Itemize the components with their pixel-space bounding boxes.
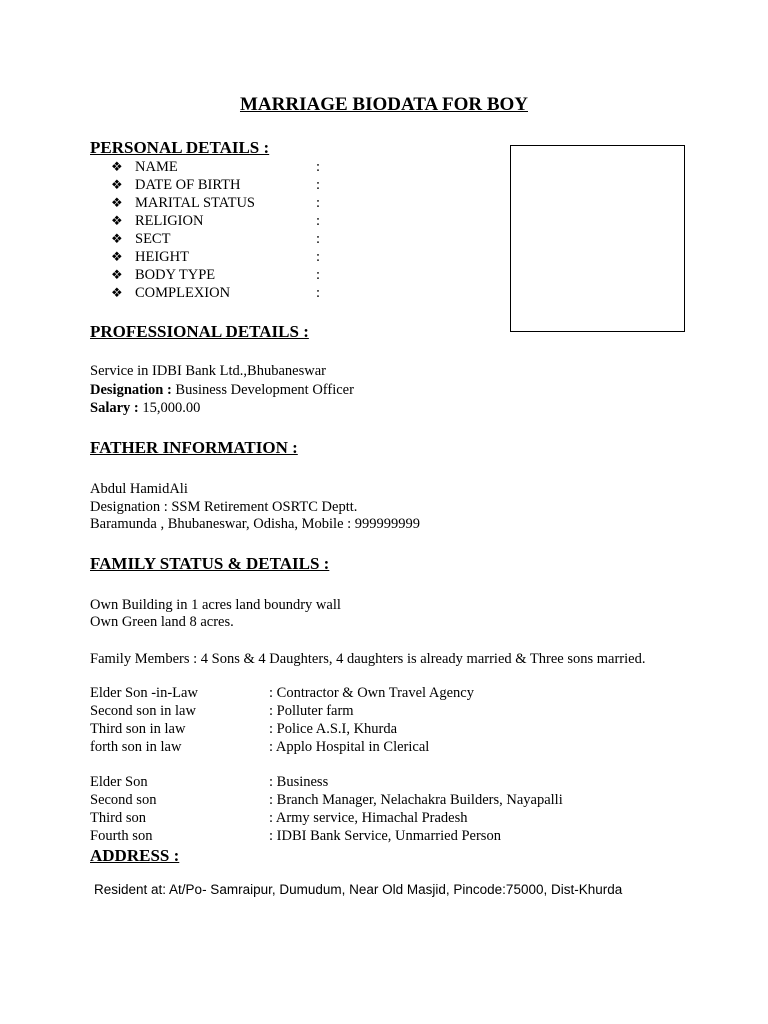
- marital-status-value: :: [316, 195, 321, 211]
- complexion-value: :: [316, 285, 321, 301]
- sect-value: :: [316, 231, 321, 247]
- name-value: :: [316, 159, 321, 175]
- page-title: MARRIAGE BIODATA FOR BOY: [239, 94, 528, 115]
- list-item: [111, 212, 331, 230]
- diamond-bullet-icon: ❖: [111, 285, 123, 300]
- sect-label: SECT: [135, 231, 171, 247]
- son-in-law-value: : Police A.S.I, Khurda: [269, 721, 398, 737]
- father-information-heading: FATHER INFORMATION :: [90, 438, 298, 457]
- list-item: [111, 158, 331, 176]
- name-label: NAME: [135, 159, 178, 175]
- designation-label: Designation :: [90, 382, 172, 398]
- designation-value: Business Development Officer: [171, 382, 354, 398]
- son-in-law-value: : Applo Hospital in Clerical: [269, 739, 430, 755]
- son-value: : Business: [269, 774, 329, 790]
- height-label: HEIGHT: [135, 249, 189, 265]
- list-item: [111, 284, 331, 302]
- family-members: Family Members : 4 Sons & 4 Daughters, 4 daughters is already married & Three sons married.: [90, 651, 646, 667]
- son-in-law-value: : Contractor & Own Travel Agency: [269, 685, 474, 701]
- religion-label: RELIGION: [135, 213, 204, 229]
- son-label: Second son: [90, 792, 157, 808]
- diamond-bullet-icon: ❖: [111, 249, 123, 264]
- father-name: Abdul HamidAli: [90, 481, 188, 497]
- son-in-law-label: Second son in law: [90, 703, 196, 719]
- list-item: [111, 248, 331, 266]
- date-of-birth-label: DATE OF BIRTH: [135, 177, 241, 193]
- son-in-law-label: Elder Son -in-Law: [90, 685, 198, 701]
- date-of-birth-value: :: [316, 177, 321, 193]
- marital-status-label: MARITAL STATUS: [135, 195, 255, 211]
- list-item: [111, 194, 331, 212]
- son-value: : IDBI Bank Service, Unmarried Person: [269, 828, 501, 844]
- body-type-label: BODY TYPE: [135, 267, 216, 283]
- family-land: Own Green land 8 acres.: [90, 614, 234, 630]
- diamond-bullet-icon: ❖: [111, 195, 123, 210]
- son-in-law-label: Third son in law: [90, 721, 186, 737]
- address-heading: ADDRESS :: [90, 846, 180, 865]
- personal-details-list: [111, 158, 331, 302]
- diamond-bullet-icon: ❖: [111, 267, 123, 282]
- service-text: Service in IDBI Bank Ltd.,Bhubaneswar: [90, 363, 326, 379]
- family-status-heading: FAMILY STATUS & DETAILS :: [90, 554, 330, 573]
- body-type-value: :: [316, 267, 321, 283]
- son-in-law-value: : Polluter farm: [269, 703, 354, 719]
- religion-value: :: [316, 213, 321, 229]
- son-label: Elder Son: [90, 774, 148, 790]
- professional-details-heading: PROFESSIONAL DETAILS :: [90, 322, 309, 341]
- list-item: [111, 266, 331, 284]
- photo-placeholder: [510, 145, 685, 332]
- salary-line: [90, 399, 200, 417]
- son-label: Third son: [90, 810, 146, 826]
- height-value: :: [316, 249, 321, 265]
- family-building: Own Building in 1 acres land boundry wall: [90, 597, 341, 613]
- personal-details-heading: PERSONAL DETAILS :: [90, 138, 270, 157]
- son-label: Fourth son: [90, 828, 153, 844]
- son-value: : Army service, Himachal Pradesh: [269, 810, 468, 826]
- complexion-label: COMPLEXION: [135, 285, 231, 301]
- diamond-bullet-icon: ❖: [111, 177, 123, 192]
- diamond-bullet-icon: ❖: [111, 231, 123, 246]
- salary-label: Salary :: [90, 400, 139, 416]
- list-item: [111, 176, 331, 194]
- address-text: Resident at: At/Po- Samraipur, Dumudum, Near Old Masjid, Pincode:75000, Dist-Khurda: [94, 882, 623, 897]
- salary-value: 15,000.00: [138, 400, 201, 416]
- diamond-bullet-icon: ❖: [111, 159, 123, 174]
- father-address: Baramunda , Bhubaneswar, Odisha, Mobile : 999999999: [90, 516, 421, 532]
- designation-line: [90, 381, 354, 399]
- son-in-law-label: forth son in law: [90, 739, 182, 755]
- father-designation: Designation : SSM Retirement OSRTC Deptt.: [90, 499, 358, 515]
- son-value: : Branch Manager, Nelachakra Builders, Nayapalli: [269, 792, 563, 808]
- diamond-bullet-icon: ❖: [111, 213, 123, 228]
- list-item: [111, 230, 331, 248]
